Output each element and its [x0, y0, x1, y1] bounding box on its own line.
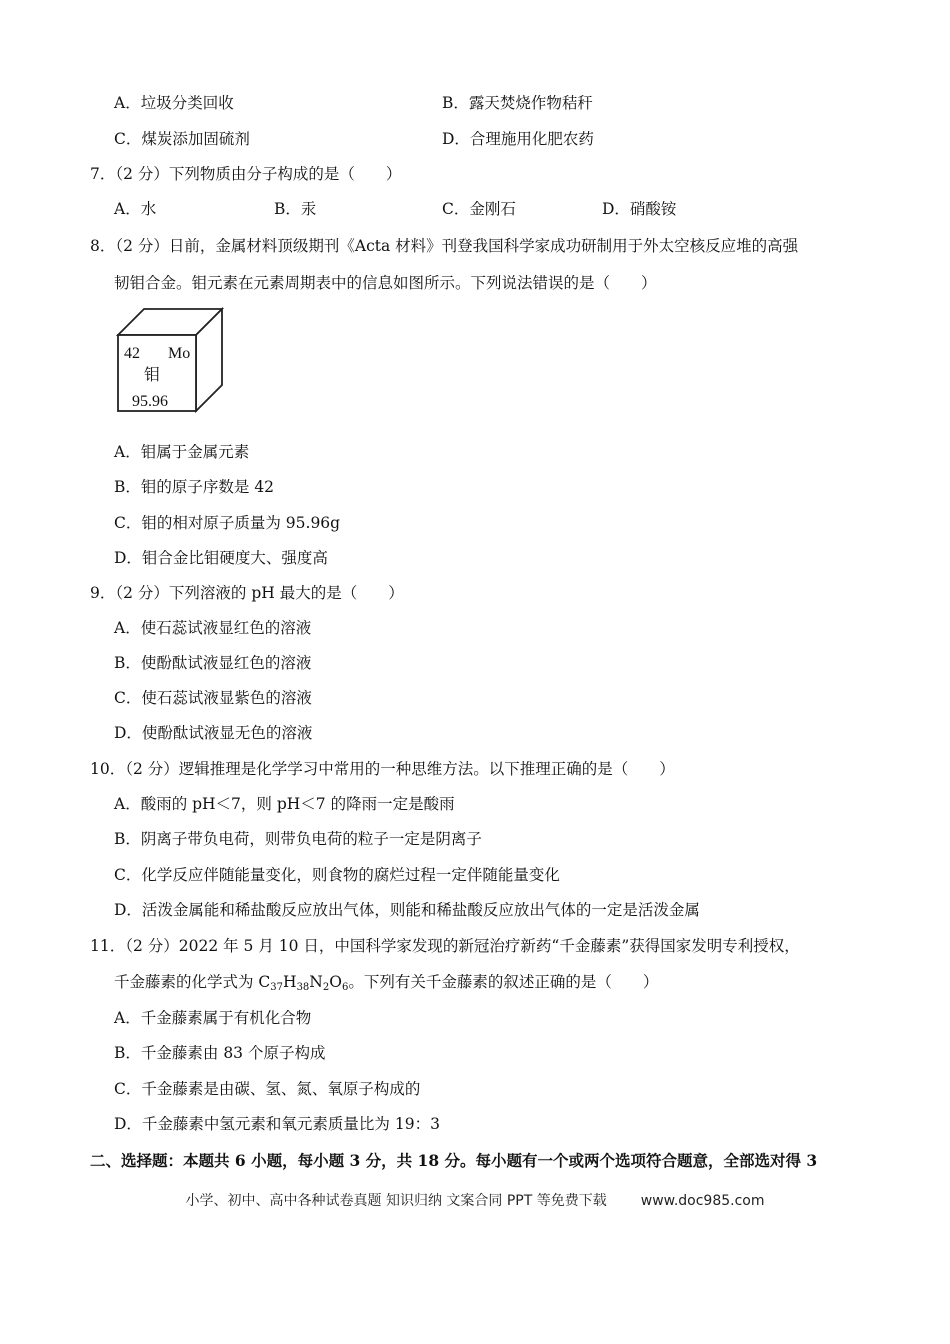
- footer-url[interactable]: www.doc985.com: [640, 1193, 765, 1209]
- q8-stem-line2: 韧钼合金。钼元素在元素周期表中的信息如图所示。下列说法错误的是（ ）: [114, 274, 657, 292]
- q11-stem-line2: [114, 971, 658, 999]
- q11-formula-prefix: 千金藤素的化学式为 C: [114, 973, 271, 991]
- q7-option-c: C．金刚石: [442, 200, 516, 218]
- element-cube-figure: [112, 305, 224, 413]
- q7-option-d: D．硝酸铵: [602, 200, 677, 218]
- q8-stem-line1: 8．（2 分）日前，金属材料顶级期刊《Acta 材料》刊登我国科学家成功研制用于外太空核反应堆的高强: [90, 237, 799, 255]
- q11-option-c: C．千金藤素是由碳、氢、氮、氧原子构成的: [114, 1080, 421, 1098]
- q11-stem-line1: 11．（2 分）2022 年 5 月 10 日，中国科学家发现的新冠治疗新药“千金藤素”获得国家发明专利授权，: [90, 937, 800, 955]
- section-2-heading: 二、选择题：本题共 6 小题，每小题 3 分，共 18 分。每小题有一个或两个选项符合题意，全部选对得 3: [90, 1151, 818, 1170]
- page-footer: [0, 1190, 950, 1210]
- q6-option-c: C．煤炭添加固硫剂: [114, 130, 250, 148]
- q11-option-b: B．千金藤素由 83 个原子构成: [114, 1044, 326, 1062]
- q8-option-c: C．钼的相对原子质量为 95.96g: [114, 514, 341, 532]
- q8-option-a: A．钼属于金属元素: [114, 443, 250, 461]
- q7-stem: 7．（2 分）下列物质由分子构成的是（ ）: [90, 165, 402, 183]
- q6-option-d: D．合理施用化肥农药: [442, 130, 594, 148]
- q11-formula-sub-h: 38: [296, 982, 310, 993]
- element-cube-drawing: [112, 305, 224, 413]
- q7-option-a: A．水: [114, 200, 157, 218]
- q10-option-a: A．酸雨的 pH＜7，则 pH＜7 的降雨一定是酸雨: [114, 795, 455, 813]
- element-name: 钼: [144, 365, 161, 384]
- q9-option-b: B．使酚酞试液显红色的溶液: [114, 654, 312, 672]
- q11-option-d: D．千金藤素中氢元素和氧元素质量比为 19：3: [114, 1115, 440, 1133]
- q6-option-a: A．垃圾分类回收: [114, 94, 234, 112]
- q11-formula-sub-c: 37: [270, 982, 284, 993]
- q11-formula-sub-n: 2: [322, 982, 330, 993]
- q11-formula-o: O: [329, 973, 342, 991]
- q11-option-a: A．千金藤素属于有机化合物: [114, 1009, 312, 1027]
- q11-formula-h: H: [283, 973, 297, 991]
- element-mass: 95.96: [132, 393, 168, 410]
- q6-option-b: B．露天焚烧作物秸秆: [442, 94, 593, 112]
- q8-option-d: D．钼合金比钼硬度大、强度高: [114, 549, 328, 567]
- q11-formula-sub-o: 6: [341, 982, 349, 993]
- q11-formula-n: N: [309, 973, 323, 991]
- footer-text: 小学、初中、高中各种试卷真题 知识归纳 文案合同 PPT 等免费下载: [185, 1193, 607, 1209]
- q9-option-d: D．使酚酞试液显无色的溶液: [114, 724, 313, 742]
- q10-option-b: B．阴离子带负电荷，则带负电荷的粒子一定是阴离子: [114, 830, 482, 848]
- q10-option-d: D．活泼金属能和稀盐酸反应放出气体，则能和稀盐酸反应放出气体的一定是活泼金属: [114, 901, 700, 919]
- element-number: 42: [124, 345, 140, 362]
- q7-option-b: B．汞: [274, 200, 317, 218]
- q10-option-c: C．化学反应伴随能量变化，则食物的腐烂过程一定伴随能量变化: [114, 866, 560, 884]
- q10-stem: 10．（2 分）逻辑推理是化学学习中常用的一种思维方法。以下推理正确的是（ ）: [90, 760, 675, 778]
- q8-option-b: B．钼的原子序数是 42: [114, 478, 275, 496]
- q9-option-a: A．使石蕊试液显红色的溶液: [114, 619, 312, 637]
- q11-stem-suffix: 。下列有关千金藤素的叙述正确的是（ ）: [348, 973, 659, 991]
- q9-option-c: C．使石蕊试液显紫色的溶液: [114, 689, 312, 707]
- q9-stem: 9．（2 分）下列溶液的 pH 最大的是（ ）: [90, 584, 404, 602]
- element-symbol: Mo: [168, 345, 191, 362]
